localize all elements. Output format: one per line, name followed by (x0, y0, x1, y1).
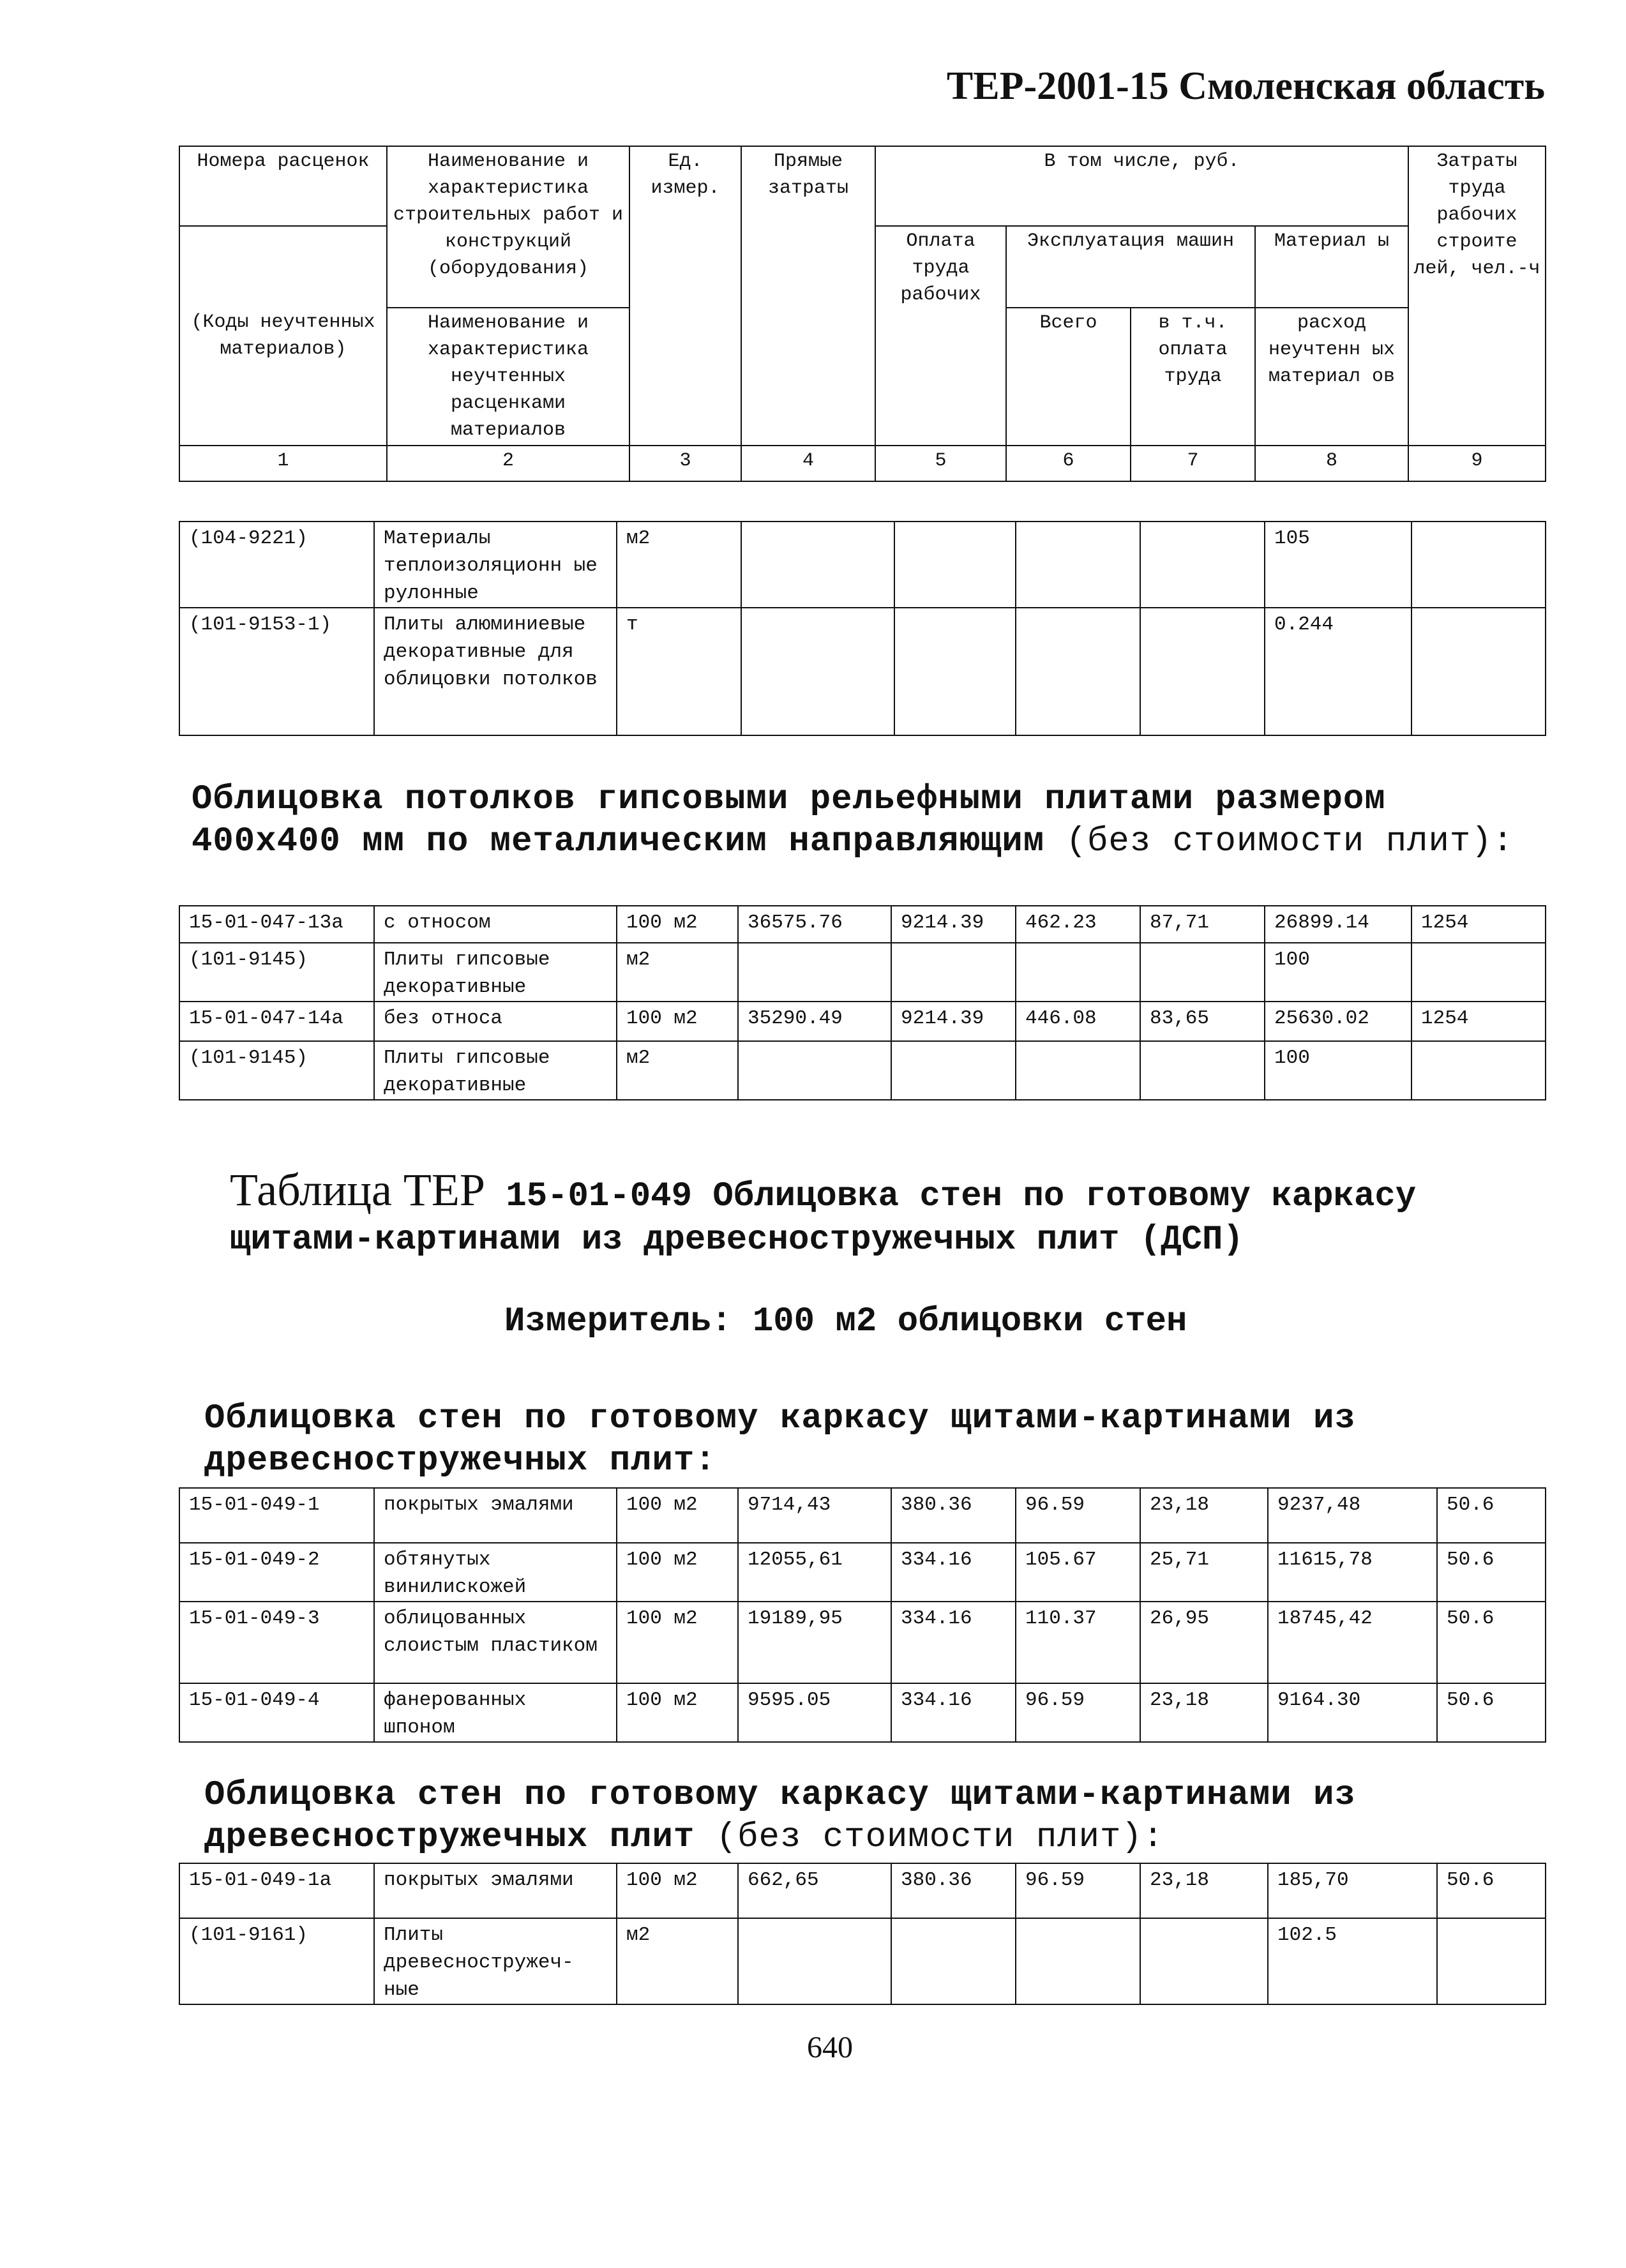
work-name: Плиты алюминиевые декоративные для облицовки потолков (374, 608, 617, 735)
machine-total: 446.08 (1016, 1002, 1140, 1041)
direct-costs: 12055,61 (738, 1543, 891, 1602)
machine-labor (1140, 943, 1265, 1002)
rates-table-3 (179, 1863, 1546, 2005)
work-name: Плиты гипсовые декоративные (374, 1041, 617, 1100)
section-heading-3-bold: Облицовка стен по готовому каркасу щитами-картинами из древесностружечных плит (204, 1776, 1356, 1857)
machine-labor: 83,65 (1140, 1002, 1265, 1041)
table-row (179, 608, 1546, 735)
rate-code: 15-01-049-4 (179, 1683, 374, 1742)
work-name: Плиты гипсовые декоративные (374, 943, 617, 1002)
rate-code: 15-01-047-13а (179, 906, 374, 943)
header-num-2: 2 (387, 446, 629, 481)
direct-costs: 9714,43 (738, 1488, 891, 1543)
header-col1-bottom: (Коды неучтенных материалов) (179, 308, 387, 446)
table-row (179, 1683, 1546, 1742)
header-num-9: 9 (1408, 446, 1546, 481)
machine-labor (1140, 522, 1265, 608)
materials: 185,70 (1268, 1863, 1437, 1918)
section-heading-2: Облицовка стен по готовому каркасу щитами-картинами из древесностружечных плит: (204, 1399, 1356, 1480)
materials: 25630.02 (1265, 1002, 1411, 1041)
header-col2-bottom: Наименование и характеристика неучтенных расценками материалов (387, 308, 629, 446)
table-title-prefix: Таблица ТЕР (230, 1164, 485, 1215)
header-num-4: 4 (741, 446, 875, 481)
header-col1-spacer (179, 226, 387, 308)
labor-hours: 50.6 (1437, 1863, 1546, 1918)
machine-labor (1140, 1918, 1268, 2004)
work-name: покрытых эмалями (374, 1863, 617, 1918)
header-col8-top: Материал ы (1255, 226, 1408, 308)
machine-total: 110.37 (1016, 1602, 1140, 1683)
labor-pay: 334.16 (891, 1683, 1016, 1742)
direct-costs (738, 1041, 891, 1100)
labor-hours (1411, 522, 1546, 608)
table-row (179, 943, 1546, 1002)
labor-hours (1437, 1918, 1546, 2004)
work-name: покрытых эмалями (374, 1488, 617, 1543)
rate-code: (104-9221) (179, 522, 374, 608)
labor-pay: 9214.39 (891, 906, 1016, 943)
unit: 100 м2 (617, 1543, 738, 1602)
labor-pay (891, 1041, 1016, 1100)
materials: 18745,42 (1268, 1602, 1437, 1683)
materials: 9237,48 (1268, 1488, 1437, 1543)
header-num-6: 6 (1006, 446, 1131, 481)
unit: м2 (617, 943, 738, 1002)
table-row (179, 1002, 1546, 1041)
unit: 100 м2 (617, 1002, 738, 1041)
unit: м2 (617, 1041, 738, 1100)
unit: м2 (617, 522, 741, 608)
machine-total: 96.59 (1016, 1863, 1140, 1918)
machine-total: 96.59 (1016, 1488, 1140, 1543)
labor-pay: 9214.39 (891, 1002, 1016, 1041)
machine-total (1016, 1041, 1140, 1100)
labor-hours (1411, 1041, 1546, 1100)
labor-hours: 50.6 (1437, 1488, 1546, 1543)
labor-pay (891, 1918, 1016, 2004)
header-exploit: Эксплуатация машин (1006, 226, 1255, 308)
section-heading-3 (204, 1775, 1545, 1859)
direct-costs (738, 943, 891, 1002)
labor-hours: 50.6 (1437, 1543, 1546, 1602)
header-num-8: 8 (1255, 446, 1408, 481)
materials: 0.244 (1265, 608, 1411, 735)
materials: 26899.14 (1265, 906, 1411, 943)
materials-table-1 (179, 521, 1546, 736)
labor-hours (1411, 608, 1546, 735)
labor-pay: 380.36 (891, 1488, 1016, 1543)
section-heading-1-normal: (без стоимости плит): (1044, 822, 1514, 861)
machine-labor: 23,18 (1140, 1488, 1268, 1543)
labor-pay: 380.36 (891, 1863, 1016, 1918)
header-col5: Оплата труда рабочих (875, 226, 1006, 446)
direct-costs: 19189,95 (738, 1602, 891, 1683)
direct-costs (738, 1918, 891, 2004)
direct-costs: 662,65 (738, 1863, 891, 1918)
rate-code: (101-9153-1) (179, 608, 374, 735)
labor-pay: 334.16 (891, 1602, 1016, 1683)
direct-costs: 36575.76 (738, 906, 891, 943)
unit: 100 м2 (617, 1488, 738, 1543)
labor-hours: 1254 (1411, 906, 1546, 943)
unit: 100 м2 (617, 1683, 738, 1742)
rate-code: 15-01-049-1 (179, 1488, 374, 1543)
machine-total: 96.59 (1016, 1683, 1140, 1742)
header-num-5: 5 (875, 446, 1006, 481)
page-number: 640 (807, 2031, 853, 2064)
rate-code: (101-9145) (179, 1041, 374, 1100)
header-col7: в т.ч. оплата труда (1131, 308, 1255, 446)
header-table (179, 146, 1546, 482)
work-name: Плиты древесностружеч-ные (374, 1918, 617, 2004)
machine-total: 462.23 (1016, 906, 1140, 943)
machine-total (1016, 943, 1140, 1002)
machine-labor: 23,18 (1140, 1863, 1268, 1918)
work-name: без относа (374, 1002, 617, 1041)
labor-pay: 334.16 (891, 1543, 1016, 1602)
direct-costs (741, 522, 894, 608)
header-col2-top: Наименование и характеристика строительных работ и конструкций (оборудования) (387, 146, 629, 308)
rate-code: 15-01-049-2 (179, 1543, 374, 1602)
section-heading-3-normal: (без стоимости плит): (695, 1818, 1164, 1857)
machine-total (1016, 1918, 1140, 2004)
table-row (179, 906, 1546, 943)
machine-total: 105.67 (1016, 1543, 1140, 1602)
labor-hours: 50.6 (1437, 1683, 1546, 1742)
labor-hours (1411, 943, 1546, 1002)
page-header: ТЕР-2001-15 Смоленская область (946, 64, 1545, 108)
header-col1-top: Номера расценок (179, 146, 387, 226)
table-row (179, 1488, 1546, 1543)
section-heading-1-bold: Облицовка потолков гипсовыми рельефными плитами размером 400х400 мм по металлическим направляющим (192, 780, 1386, 861)
rates-table-1 (179, 905, 1546, 1100)
header-num-3: 3 (629, 446, 741, 481)
unit: 100 м2 (617, 1602, 738, 1683)
table-row (179, 1602, 1546, 1683)
labor-pay (894, 522, 1016, 608)
header-num-7: 7 (1131, 446, 1255, 481)
header-col3: Ед. измер. (629, 146, 741, 446)
machine-labor (1140, 1041, 1265, 1100)
rate-code: (101-9161) (179, 1918, 374, 2004)
table-row (179, 1863, 1546, 1918)
machine-labor: 26,95 (1140, 1602, 1268, 1683)
labor-pay (891, 943, 1016, 1002)
machine-labor: 25,71 (1140, 1543, 1268, 1602)
rate-code: 15-01-049-3 (179, 1602, 374, 1683)
materials: 100 (1265, 943, 1411, 1002)
header-col9: Затраты труда рабочих строите лей, чел.-ч (1408, 146, 1546, 446)
meter-text: Измеритель: 100 м2 облицовки стен (504, 1302, 1187, 1341)
header-col8-bottom: расход неучтенн ых материал ов (1255, 308, 1408, 446)
work-name: Материалы теплоизоляционн ые рулонные (374, 522, 617, 608)
rate-code: 15-01-049-1а (179, 1863, 374, 1918)
unit: м2 (617, 1918, 738, 2004)
work-name: фанерованных шпоном (374, 1683, 617, 1742)
rate-code: (101-9145) (179, 943, 374, 1002)
rate-code: 15-01-047-14а (179, 1002, 374, 1041)
header-num-1: 1 (179, 446, 387, 481)
materials: 105 (1265, 522, 1411, 608)
rates-table-2 (179, 1487, 1546, 1743)
machine-labor: 87,71 (1140, 906, 1265, 943)
labor-hours: 50.6 (1437, 1602, 1546, 1683)
table-row (179, 1543, 1546, 1602)
table-row (179, 1918, 1546, 2004)
labor-hours: 1254 (1411, 1002, 1546, 1041)
section-heading-1 (192, 779, 1545, 863)
work-name: облицованных слоистым пластиком (374, 1602, 617, 1683)
direct-costs: 35290.49 (738, 1002, 891, 1041)
materials: 9164.30 (1268, 1683, 1437, 1742)
machine-labor (1140, 608, 1265, 735)
labor-pay (894, 608, 1016, 735)
materials: 11615,78 (1268, 1543, 1437, 1602)
unit: 100 м2 (617, 906, 738, 943)
unit: т (617, 608, 741, 735)
table-title (230, 1164, 1532, 1262)
direct-costs: 9595.05 (738, 1683, 891, 1742)
materials: 102.5 (1268, 1918, 1437, 2004)
unit: 100 м2 (617, 1863, 738, 1918)
direct-costs (741, 608, 894, 735)
machine-labor: 23,18 (1140, 1683, 1268, 1742)
header-col6: Всего (1006, 308, 1131, 446)
work-name: с относом (374, 906, 617, 943)
work-name: обтянутых винилискожей (374, 1543, 617, 1602)
machine-total (1016, 608, 1140, 735)
table-row (179, 1041, 1546, 1100)
header-group: В том числе, руб. (875, 146, 1408, 226)
machine-total (1016, 522, 1140, 608)
table-title-rest: 15-01-049 Облицовка стен по готовому каркасу щитами-картинами из древесностружечных плит (ДСП) (230, 1177, 1417, 1259)
table-row (179, 522, 1546, 608)
materials: 100 (1265, 1041, 1411, 1100)
header-col4: Прямые затраты (741, 146, 875, 446)
